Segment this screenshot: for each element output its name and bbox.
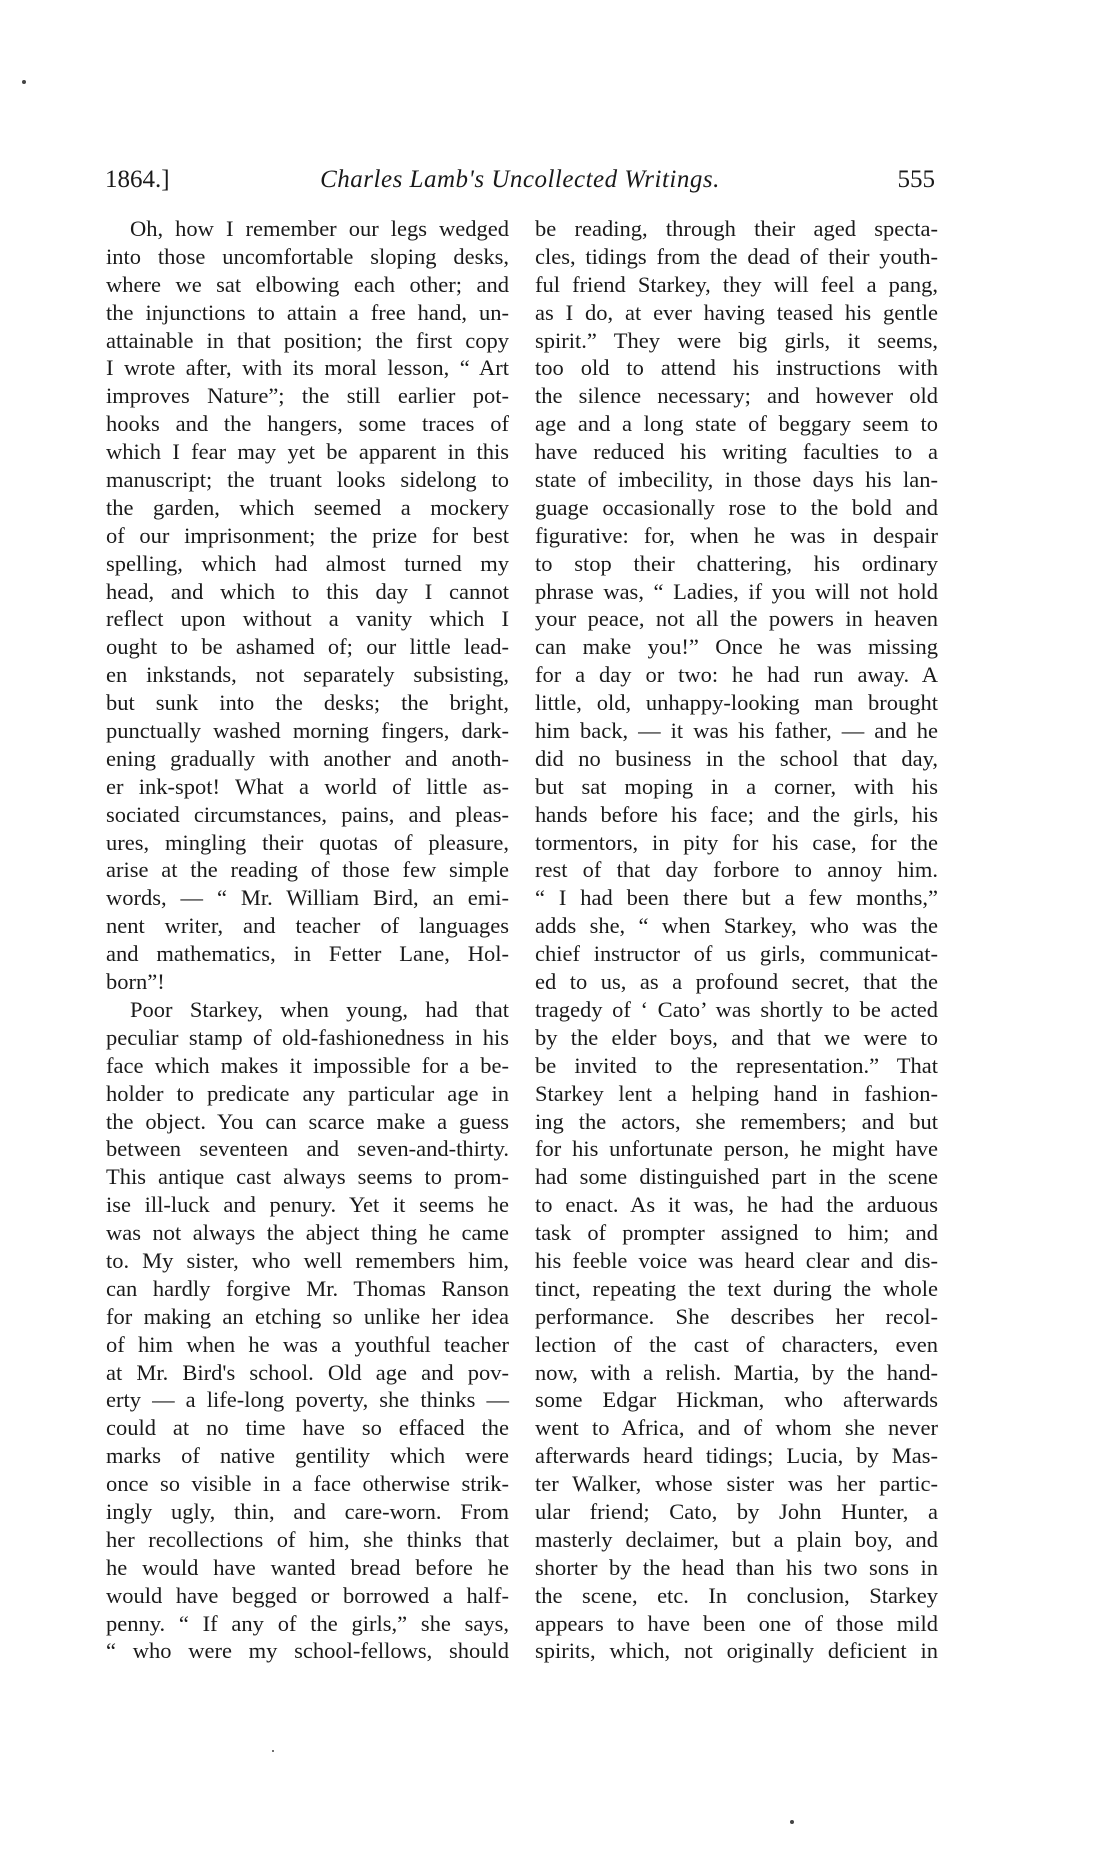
text-line: penny. “ If any of the girls,” she says,: [106, 1610, 509, 1636]
text-line: to stop their chattering, his ordinary: [535, 550, 938, 576]
text-line: spirits, which, not originally deficient in: [535, 1638, 938, 1664]
text-line: marks of native gentility which were: [106, 1443, 509, 1469]
text-line: and mathematics, in Fetter Lane, Hol-: [106, 941, 509, 967]
text-line: ful friend Starkey, they will feel a pang,: [535, 271, 938, 297]
text-line: ular friend; Cato, by John Hunter, a: [535, 1498, 938, 1524]
text-line: ise ill-luck and penury. Yet it seems he: [106, 1192, 509, 1218]
text-line: I wrote after, with its moral lesson, “ Art: [106, 355, 509, 381]
text-line: the object. You can scarce make a guess: [106, 1108, 509, 1134]
text-line: ingly ugly, thin, and care-worn. From: [106, 1498, 509, 1524]
text-line: could at no time have so effaced the: [106, 1415, 509, 1441]
text-line: head, and which to this day I cannot: [106, 578, 509, 604]
text-line: for making an etching so unlike her idea: [106, 1303, 509, 1329]
text-line: This antique cast always seems to prom-: [106, 1164, 509, 1190]
text-line: erty — a life-long poverty, she thinks —: [106, 1387, 509, 1413]
text-line: the silence necessary; and however old: [535, 383, 938, 409]
text-line: her recollections of him, she thinks that: [106, 1526, 509, 1552]
text-line: arise at the reading of those few simple: [106, 857, 509, 883]
text-line: for a day or two: he had run away. A: [535, 662, 938, 688]
text-line: as I do, at ever having teased his gentle: [535, 299, 938, 325]
text-line: rest of that day forbore to annoy him.: [535, 857, 938, 883]
text-line: was not always the abject thing he came: [106, 1220, 509, 1246]
text-line: cles, tidings from the dead of their youth-: [535, 243, 938, 269]
text-line: masterly declaimer, but a plain boy, and: [535, 1526, 938, 1552]
text-line: him back, — it was his father, — and he: [535, 718, 938, 744]
text-line: went to Africa, and of whom she never: [535, 1415, 938, 1441]
text-line: some Edgar Hickman, who afterwards: [535, 1387, 938, 1413]
text-line: Poor Starkey, when young, had that: [130, 996, 509, 1022]
text-line: to. My sister, who well remembers him,: [106, 1247, 509, 1273]
text-line: holder to predicate any particular age in: [106, 1080, 509, 1106]
scan-speck: [22, 80, 26, 84]
text-line: en inkstands, not separately subsisting,: [106, 662, 509, 688]
text-line: manuscript; the truant looks sidelong to: [106, 467, 509, 493]
text-line: tragedy of ‘ Cato’ was shortly to be acted: [535, 996, 938, 1022]
text-line: peculiar stamp of old-fashionedness in his: [106, 1024, 509, 1050]
scan-speck: [790, 1820, 794, 1824]
text-line: nent writer, and teacher of languages: [106, 913, 509, 939]
text-line: lection of the cast of characters, even: [535, 1331, 938, 1357]
text-line: appears to have been one of those mild: [535, 1610, 938, 1636]
text-line: to enact. As it was, he had the arduous: [535, 1192, 938, 1218]
text-line: have reduced his writing faculties to a: [535, 439, 938, 465]
text-line: tinct, repeating the text during the whole: [535, 1275, 938, 1301]
text-line: ening gradually with another and anoth-: [106, 745, 509, 771]
text-line: your peace, not all the powers in heaven: [535, 606, 938, 632]
text-line: the injunctions to attain a free hand, un-: [106, 299, 509, 325]
text-line: Starkey lent a helping hand in fashion-: [535, 1080, 938, 1106]
text-line: of our imprisonment; the prize for best: [106, 522, 509, 548]
text-line: tormentors, in pity for his case, for the: [535, 829, 938, 855]
text-line: punctually washed morning fingers, dark-: [106, 718, 509, 744]
text-line: “ who were my school-fellows, should: [106, 1638, 509, 1664]
text-line: too old to attend his instructions with: [535, 355, 938, 381]
text-line: phrase was, “ Ladies, if you will not hold: [535, 578, 938, 604]
text-line: for his unfortunate person, he might have: [535, 1136, 938, 1162]
text-line: born”!: [106, 969, 165, 995]
right-text-column: [535, 215, 938, 1665]
running-header: [105, 166, 935, 198]
text-line: but sunk into the desks; the bright,: [106, 690, 509, 716]
text-line: between seventeen and seven-and-thirty.: [106, 1136, 509, 1162]
text-line: attainable in that position; the first copy: [106, 327, 509, 353]
text-line: sociated circumstances, pains, and pleas-: [106, 801, 509, 827]
page-number: 555: [897, 166, 935, 193]
text-line: little, old, unhappy-looking man brought: [535, 690, 938, 716]
text-line: he would have wanted bread before he: [106, 1554, 509, 1580]
text-line: by the elder boys, and that we were to: [535, 1024, 938, 1050]
text-line: but sat moping in a corner, with his: [535, 773, 938, 799]
text-line: figurative: for, when he was in despair: [535, 522, 938, 548]
text-line: adds she, “ when Starkey, who was the: [535, 913, 938, 939]
text-line: ought to be ashamed of; our little lead-: [106, 634, 509, 660]
text-line: chief instructor of us girls, communicat-: [535, 941, 938, 967]
text-line: Oh, how I remember our legs wedged: [130, 216, 509, 241]
text-line: the garden, which seemed a mockery: [106, 494, 509, 520]
text-line: spelling, which had almost turned my: [106, 550, 509, 576]
text-line: his feeble voice was heard clear and dis-: [535, 1247, 938, 1273]
text-line: performance. She describes her recol-: [535, 1303, 938, 1329]
text-line: once so visible in a face otherwise strik-: [106, 1471, 509, 1497]
text-line: guage occasionally rose to the bold and: [535, 494, 938, 520]
text-line: can hardly forgive Mr. Thomas Ranson: [106, 1275, 509, 1301]
text-line: ed to us, as a profound secret, that the: [535, 969, 938, 995]
scan-speck: [272, 1750, 274, 1752]
text-line: had some distinguished part in the scene: [535, 1164, 938, 1190]
text-line: er ink-spot! What a world of little as-: [106, 773, 509, 799]
text-line: “ I had been there but a few months,”: [535, 885, 938, 911]
text-line: at Mr. Bird's school. Old age and pov-: [106, 1359, 509, 1385]
text-line: afterwards heard tidings; Lucia, by Mas-: [535, 1443, 938, 1469]
text-line: ing the actors, she remembers; and but: [535, 1108, 938, 1134]
text-line: which I fear may yet be apparent in this: [106, 439, 509, 465]
text-line: shorter by the head than his two sons in: [535, 1554, 938, 1580]
text-line: can make you!” Once he was missing: [535, 634, 938, 660]
text-line: age and a long state of beggary seem to: [535, 411, 938, 437]
text-line: did no business in the school that day,: [535, 745, 938, 771]
text-line: now, with a relish. Martia, by the hand-: [535, 1359, 938, 1385]
text-line: ures, mingling their quotas of pleasure,: [106, 829, 509, 855]
text-line: spirit.” They were big girls, it seems,: [535, 327, 938, 353]
text-line: be reading, through their aged specta-: [535, 216, 938, 241]
text-line: of him when he was a youthful teacher: [106, 1331, 509, 1357]
text-line: would have begged or borrowed a half-: [106, 1582, 509, 1608]
text-line: improves Nature”; the still earlier pot-: [106, 383, 509, 409]
text-line: into those uncomfortable sloping desks,: [106, 243, 509, 269]
text-line: the scene, etc. In conclusion, Starkey: [535, 1582, 938, 1608]
header-year: 1864.]: [105, 166, 170, 193]
text-line: face which makes it impossible for a be-: [106, 1052, 509, 1078]
text-line: where we sat elbowing each other; and: [106, 271, 509, 297]
text-line: state of imbecility, in those days his lan-: [535, 467, 938, 493]
text-line: hooks and the hangers, some traces of: [106, 411, 509, 437]
text-line: words, — “ Mr. William Bird, an emi-: [106, 885, 509, 911]
text-line: reflect upon without a vanity which I: [106, 606, 509, 632]
text-line: ter Walker, whose sister was her partic-: [535, 1471, 938, 1497]
text-line: task of prompter assigned to him; and: [535, 1220, 938, 1246]
header-title: Charles Lamb's Uncollected Writings.: [320, 166, 720, 193]
text-line: hands before his face; and the girls, his: [535, 801, 938, 827]
text-line: be invited to the representation.” That: [535, 1052, 938, 1078]
left-text-column: [106, 215, 509, 1665]
